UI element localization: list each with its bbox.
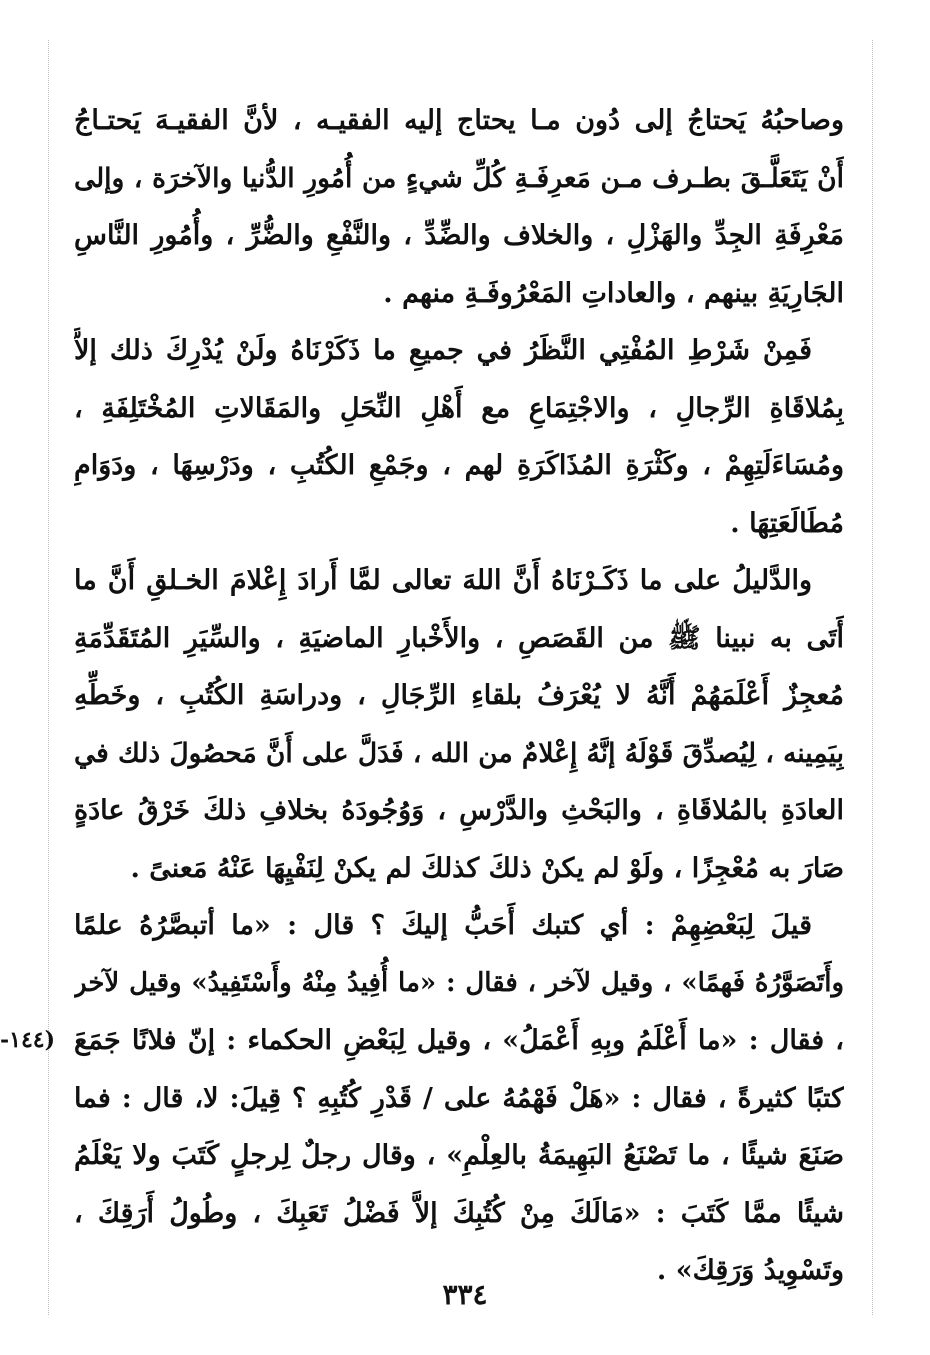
margin-folio-note: (١٤٤-: [0, 1027, 56, 1053]
text-line: صَنَعَ شيئًا ، ما تَصْنَعُ البَهِيمَةُ بالعِلْمِ» ، وقال رجلٌ لِرجلٍ كَتَبَ ولا يَعْلَمُ: [74, 1140, 844, 1171]
left-margin-guide: [48, 40, 49, 1315]
page-body-text: [74, 92, 844, 1300]
text-line: وأَتَصَوَّرُهُ فَهمًا» ، وقيل لآخر ، فقال : «ما أُفِيدُ مِنْهُ وأَسْتَفِيدُ» وقيل لآخر: [74, 967, 844, 998]
text-line: الجَارِيَةِ بينهم ، والعاداتِ المَعْرُوفَـةِ منهم .: [383, 277, 844, 309]
paragraph-1: [74, 92, 844, 322]
page-number: ٣٣٤: [442, 1278, 488, 1311]
text-line: أَنْ يَتَعَلَّـقَ بطـرف مـن مَعرِفَـةِ كُلِّ شيءٍ من أُمُورِ الدُّنيا والآخرَة ، وإلى: [74, 162, 844, 194]
text-line: وتَسْوِيدُ وَرَقِكَ» .: [656, 1255, 844, 1286]
right-margin-guide: [872, 40, 873, 1315]
paragraph-2: [74, 322, 844, 552]
text-line: فَمِنْ شَرْطِ المُفْتِي النَّظَرُ في جميعِ ما ذَكَرْنَاهُ ولَنْ يُدْرِكَ ذلك إلاَّ: [74, 335, 812, 366]
text-line: ومُسَاءَلَتِهِمْ ، وكَثْرَةِ المُذَاكَرَةِ لهم ، وجَمْعِ الكُتُبِ ، ودَرْسِهَا ، ودَوَامِ: [74, 450, 844, 481]
text-line: مُطَالَعَتِهَا .: [730, 507, 844, 539]
text-line: مَعْرِفَةِ الجِدِّ والهَزْلِ ، والخلاف والضِّدِّ ، والنَّفْعِ والضُّرِّ ، وأُمُورِ النَّاسِ: [74, 220, 844, 251]
text-line: مُعجِزٌ أَعْلَمَهُمْ أَنَّهُ لا يُعْرَفُ بلقاءِ الرِّجَالِ ، ودراسَةِ الكُتُبِ ، وخَطِّهِ: [74, 680, 844, 711]
text-line: صَارَ به مُعْجِزًا ، ولَوْ لم يكنْ ذلكَ كذلكَ لم يكنْ لِنَفْيِهَا عَنْهُ مَعنىً .: [130, 852, 844, 884]
text-line: كتبًا كثيرةً ، فقال : «هَلْ فَهْمُهُ على / قَدْرِ كُتُبِهِ ؟ قِيلَ: لا، قال : فما: [74, 1082, 844, 1114]
text-line: العادَةِ بالمُلاقَاةِ ، والبَحْثِ والدَّرْسِ ، وَوُجُودَهُ بخلافِ ذلكَ خَرْقُ عادَةٍ: [74, 795, 844, 826]
text-line: بِيَمِينه ، لِيُصدِّقَ قَوْلَهُ إنَّهُ إِعْلامٌ من الله ، فَدَلَّ على أَنَّ مَحصُولَ ذلك في: [74, 737, 844, 769]
text-line: أَتَى به نبينا ﷺ من القَصَصِ ، والأَخْبارِ الماضيَةِ ، والسِّيَرِ المُتَقَدِّمَةِ: [74, 622, 844, 654]
text-line: قيلَ لِبَعْضِهِمْ : أي كتبك أَحَبُّ إليكَ ؟ قال : «ما أتبصَّرُهُ علمًا: [74, 910, 812, 941]
paragraph-3: [74, 552, 844, 897]
text-line: وصاحبُهُ يَحتاجُ إلى دُون مـا يحتاج إليه الفقيـه ، لأنَّ الفقيـهَ يَحتـاجُ: [74, 105, 844, 136]
paragraph-4: [74, 897, 844, 1300]
text-line: ، فقال : «ما أَعْلَمُ وبِهِ أَعْمَلُ» ، وقيل لِبَعْضِ الحكماء : إنّ فلانًا جَمَعَ: [74, 1025, 844, 1056]
text-line: والدَّليلُ على ما ذَكَـرْنَاهُ أَنَّ اللهَ تعالى لمَّا أَرادَ إِعْلامَ الخـلقِ أَنَّ ما: [74, 565, 812, 596]
text-line: شيئًا ممَّا كَتَبَ : «مَالَكَ مِنْ كُتُبِكَ إلاَّ فَضْلُ تَعَبِكَ ، وطُولُ أَرَقِكَ ،: [74, 1197, 844, 1229]
text-line: بِمُلاقَاةِ الرِّجالِ ، والاجْتِمَاعِ مع أَهْلِ النِّحَلِ والمَقَالاتِ المُخْتَلِفَةِ ،: [74, 392, 844, 424]
